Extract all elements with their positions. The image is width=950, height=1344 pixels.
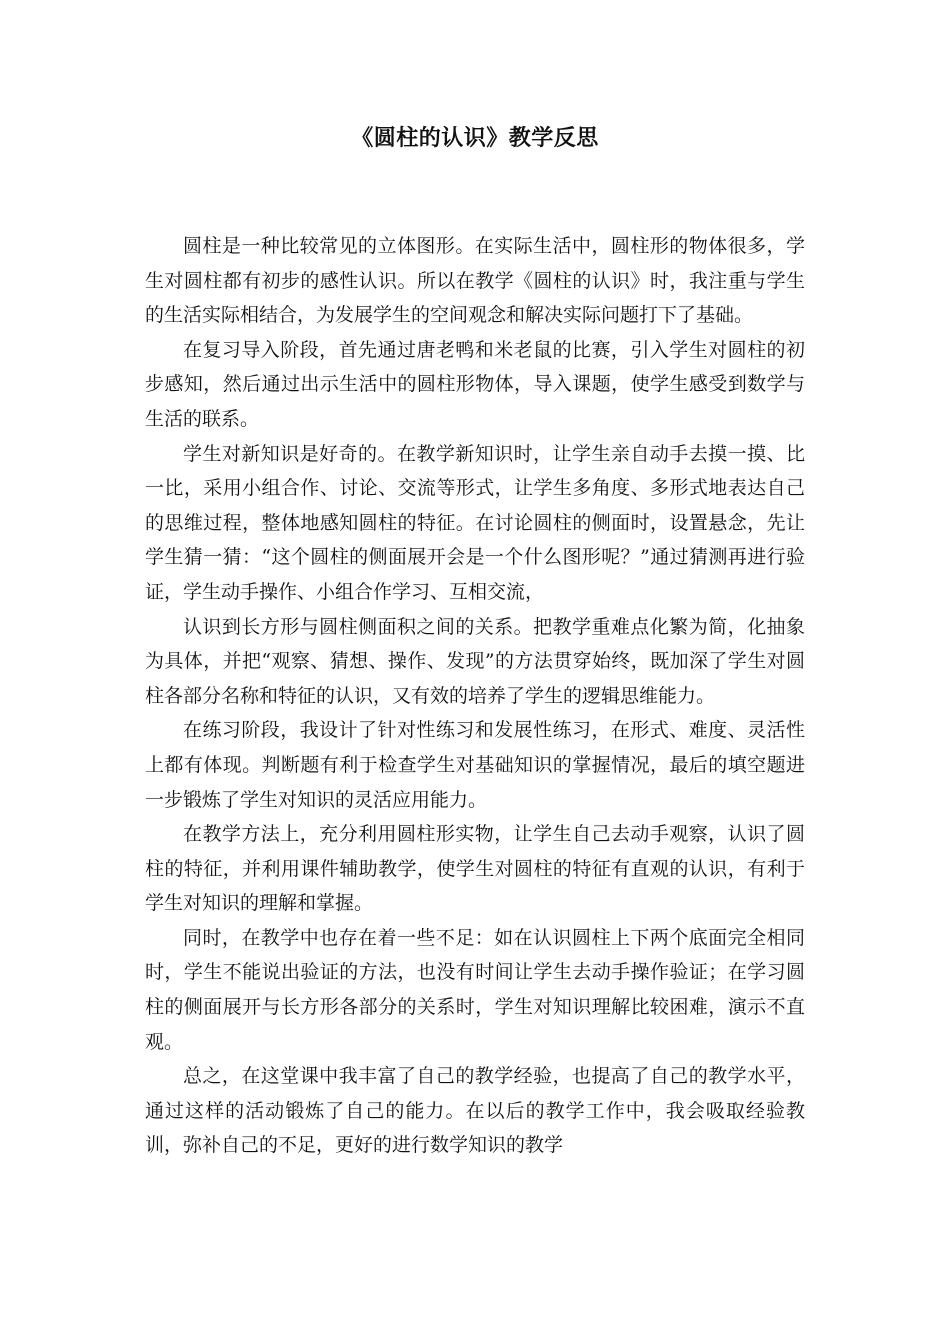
paragraph: 圆柱是一种比较常见的立体图形。在实际生活中，圆柱形的物体很多，学生对圆柱都有初步的感性认识。所以在教学《圆柱的认识》时，我注重与学生的生活实际相结合，为发展学生的空间观念和解决实际问题打下了基础。 [145, 235, 805, 327]
paragraph: 学生对新知识是好奇的。在教学新知识时，让学生亲自动手去摸一摸、比一比，采用小组合作、讨论、交流等形式，让学生多角度、多形式地表达自己的思维过程，整体地感知圆柱的特征。在讨论圆柱的侧面时，设置悬念，先让学生猜一猜：“这个圆柱的侧面展开会是一个什么图形呢？”通过猜测再进行验证，学生动手操作、小组合作学习、互相交流， [145, 442, 805, 603]
paragraph: 同时，在教学中也存在着一些不足：如在认识圆柱上下两个底面完全相同时，学生不能说出验证的方法，也没有时间让学生去动手操作验证；在学习圆柱的侧面展开与长方形各部分的关系时，学生对知识理解比较困难，演示不直观。 [145, 926, 805, 1053]
paragraph: 在复习导入阶段，首先通过唐老鸭和米老鼠的比赛，引入学生对圆柱的初步感知，然后通过出示生活中的圆柱形物体，导入课题，使学生感受到数学与生活的联系。 [145, 338, 805, 430]
document-title: 《圆柱的认识》教学反思 [351, 125, 599, 151]
paragraph: 认识到长方形与圆柱侧面积之间的关系。把教学重难点化繁为简，化抽象为具体，并把“观察、猜想、操作、发现”的方法贯穿始终，既加深了学生对圆柱各部分名称和特征的认识，又有效的培养了学生的逻辑思维能力。 [145, 615, 805, 707]
paragraph: 在教学方法上，充分利用圆柱形实物，让学生自己去动手观察，认识了圆柱的特征，并利用课件辅助教学，使学生对圆柱的特征有直观的认识，有利于学生对知识的理解和掌握。 [145, 823, 805, 915]
paragraph: 在练习阶段，我设计了针对性练习和发展性练习，在形式、难度、灵活性上都有体现。判断题有利于检查学生对基础知识的掌握情况，最后的填空题进一步锻炼了学生对知识的灵活应用能力。 [145, 719, 805, 811]
document-body [145, 229, 805, 1163]
paragraph: 总之，在这堂课中我丰富了自己的教学经验，也提高了自己的教学水平，通过这样的活动锻炼了自己的能力。在以后的教学工作中，我会吸取经验教训，弥补自己的不足，更好的进行数学知识的教学 [145, 1065, 805, 1157]
